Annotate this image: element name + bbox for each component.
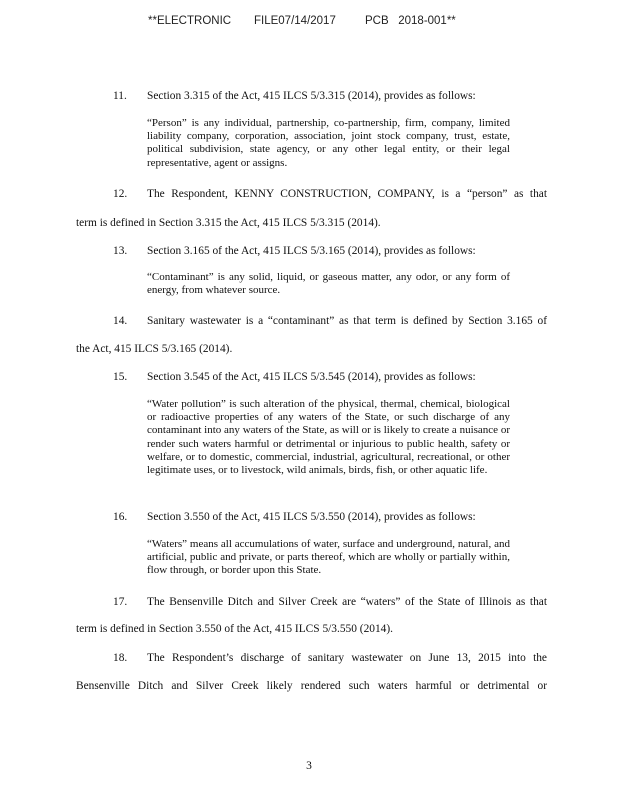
header-filed-date: FILE07/14/2017 [254,15,336,27]
block-quote: “Waters” means all accumulations of water, surface and underground, natural, and artificial, public and private, or parts thereof, which are wholly or partially within, flow through, or border upon this State. [147,538,510,577]
paragraph-text: Sanitary wastewater is a “contaminant” as that term is defined by Section 3.165 of [147,315,547,327]
paragraph-text: Section 3.315 of the Act, 415 ILCS 5/3.315 (2014), provides as follows: [147,90,476,102]
paragraph-text-continued: Bensenville Ditch and Silver Creek likely rendered such waters harmful or detrimental or [76,680,547,692]
paragraph-number: 15. [113,371,128,383]
paragraph-text: Section 3.550 of the Act, 415 ILCS 5/3.550 (2014), provides as follows: [147,511,476,523]
paragraph-text: The Respondent, KENNY CONSTRUCTION, COMPANY, is a “person” as that [147,188,547,200]
paragraph-text-continued: term is defined in Section 3.550 of the Act, 415 ILCS 5/3.550 (2014). [76,623,393,635]
block-quote: “Contaminant” is any solid, liquid, or gaseous matter, any odor, or any form of energy, from whatever source. [147,271,510,297]
block-quote: “Person” is any individual, partnership, co-partnership, firm, company, limited liability company, corporation, association, joint stock company, trust, estate, political subdivision, state agency, or any other legal entity, or their legal representative, agent or assigns. [147,117,510,169]
paragraph-text-continued: term is defined in Section 3.315 the Act, 415 ILCS 5/3.315 (2014). [76,217,381,229]
paragraph-number: 16. [113,511,128,523]
paragraph-number: 14. [113,315,128,327]
paragraph-number: 11. [113,90,127,102]
paragraph-text: Section 3.165 of the Act, 415 ILCS 5/3.165 (2014), provides as follows: [147,245,476,257]
paragraph-text-continued: the Act, 415 ILCS 5/3.165 (2014). [76,343,233,355]
paragraph-text: Section 3.545 of the Act, 415 ILCS 5/3.545 (2014), provides as follows: [147,371,476,383]
paragraph-number: 13. [113,245,128,257]
block-quote: “Water pollution” is such alteration of the physical, thermal, chemical, biological or radioactive properties of any waters of the State, or such discharge of any contaminant into any waters of the State, as will or is likely to create a nuisance or render such waters harmful or detrimental or injurious to public health, safety or welfare, or to domestic, commercial, industrial, agricultural, recreational, or other legitimate uses, or to livestock, wild animals, birds, fish, or other aquatic life. [147,398,510,477]
header-electronic: **ELECTRONIC [148,15,232,27]
header-case-number: PCB 2018-001** [365,15,456,27]
paragraph-text: The Respondent’s discharge of sanitary wastewater on June 13, 2015 into the [147,652,547,664]
paragraph-text: The Bensenville Ditch and Silver Creek are “waters” of the State of Illinois as that [147,596,547,608]
paragraph-number: 12. [113,188,128,200]
page-number: 3 [306,760,312,772]
paragraph-number: 17. [113,596,128,608]
paragraph-number: 18. [113,652,128,664]
